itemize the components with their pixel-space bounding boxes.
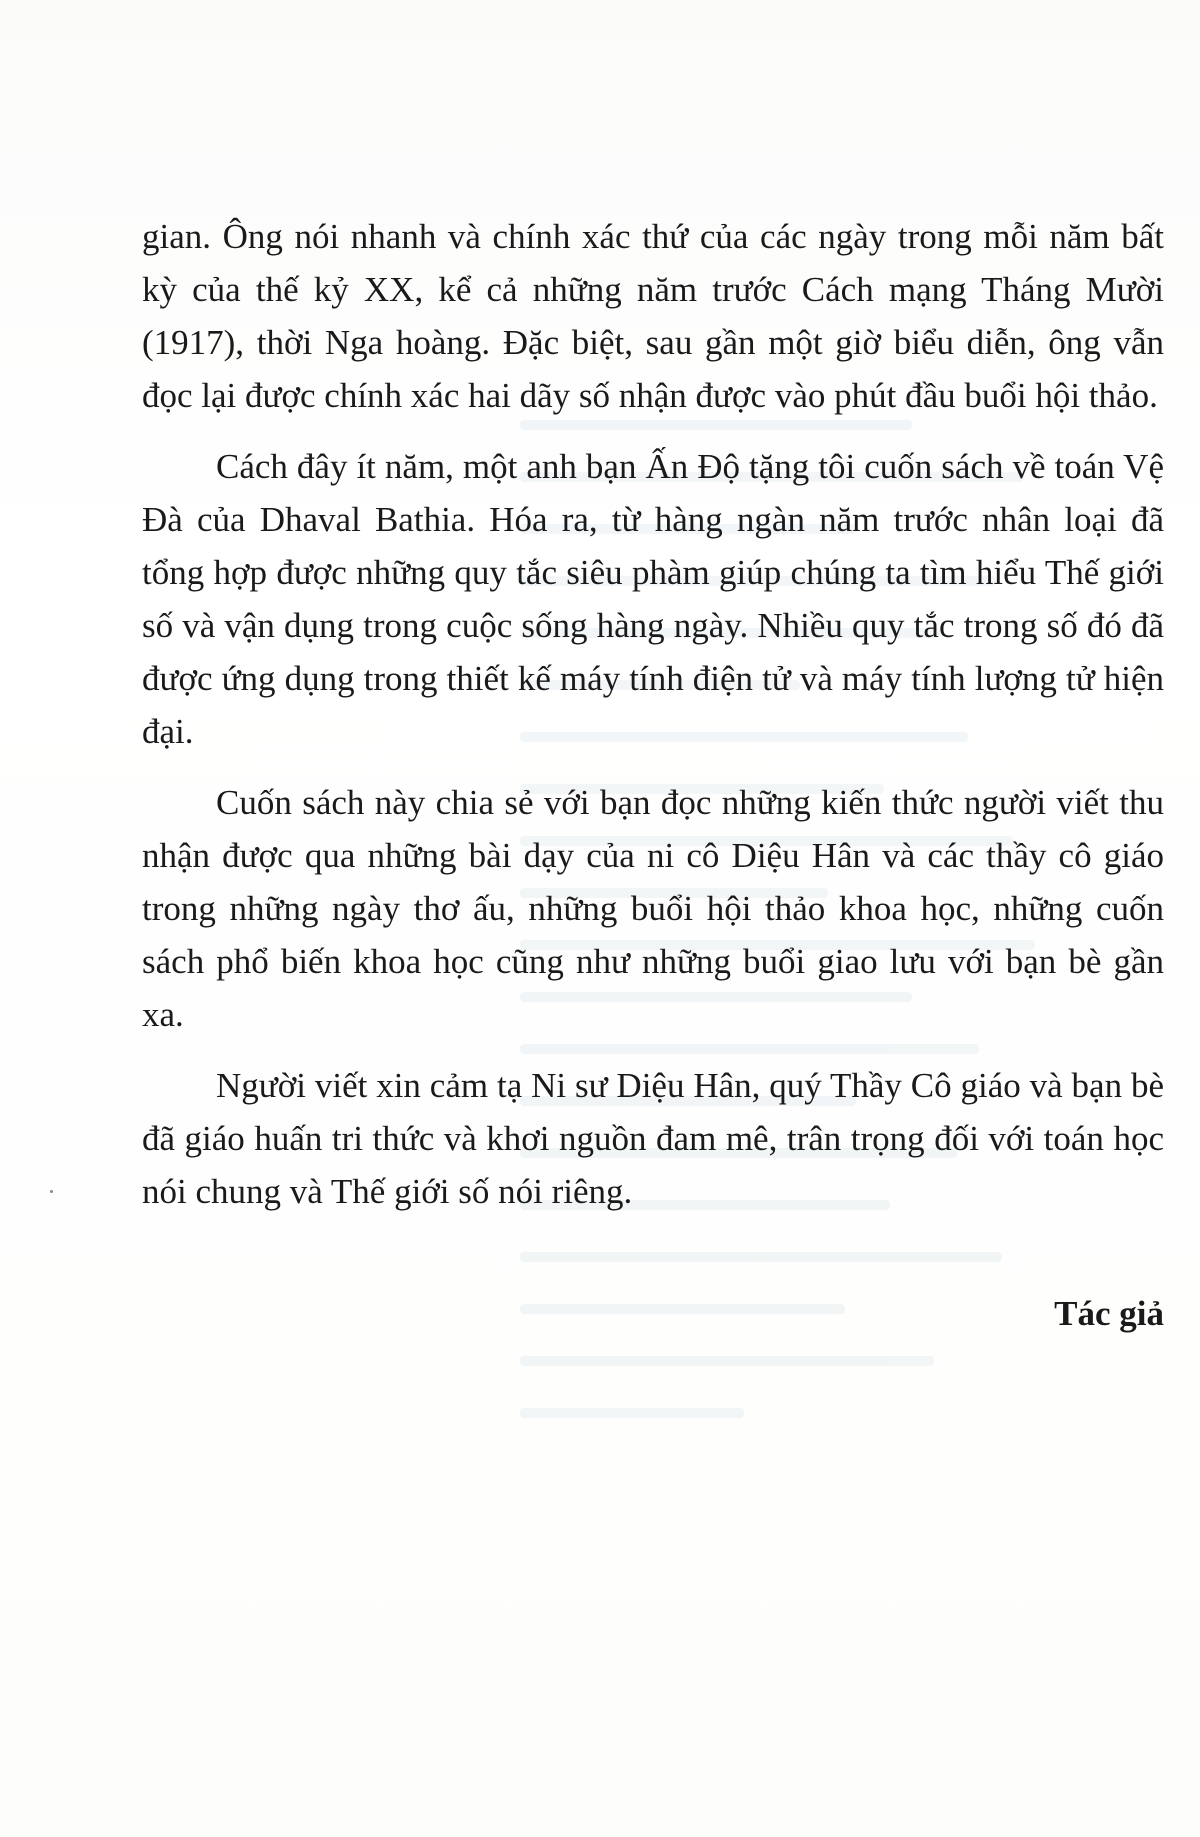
ghost-line xyxy=(520,1408,744,1418)
paragraph: Người viết xin cảm tạ Ni sư Diệu Hân, quý Thầy Cô giáo và bạn bè đã giáo huấn tri thức và khơi nguồn đam mê, trân trọng đối với toán học nói chung và Thế giới số nói riêng. xyxy=(142,1066,1164,1211)
author-signature: Tác giả xyxy=(1054,1294,1164,1333)
paragraph: Cách đây ít năm, một anh bạn Ấn Độ tặng tôi cuốn sách về toán Vệ Đà của Dhaval Bathia. Hóa ra, từ hàng ngàn năm trước nhân loại đã tổng hợp được những quy tắc siêu phàm giúp chúng ta tìm hiểu Thế giới số và vận dụng trong cuộc sống hàng ngày. Nhiều quy tắc trong số đó đã được ứng dụng trong thiết kế máy tính điện tử và máy tính lượng tử hiện đại. xyxy=(142,447,1164,751)
ghost-line xyxy=(520,1356,934,1366)
ghost-line xyxy=(520,1252,1002,1262)
paragraph: Cuốn sách này chia sẻ với bạn đọc những kiến thức người viết thu nhận được qua những bài dạy của ni cô Diệu Hân và các thầy cô giáo trong những ngày thơ ấu, những buổi hội thảo khoa học, những cuốn sách phổ biến khoa học cũng như những buổi giao lưu với bạn bè gần xa. xyxy=(142,783,1164,1034)
paper-speck xyxy=(50,1190,53,1193)
body-text xyxy=(142,210,1164,1236)
paragraph: gian. Ông nói nhanh và chính xác thứ của các ngày trong mỗi năm bất kỳ của thế kỷ XX, kể cả những năm trước Cách mạng Tháng Mười (1917), thời Nga hoàng. Đặc biệt, sau gần một giờ biểu diễn, ông vẫn đọc lại được chính xác hai dãy số nhận được vào phút đầu buổi hội thảo. xyxy=(142,217,1164,415)
ghost-line xyxy=(520,1304,845,1314)
